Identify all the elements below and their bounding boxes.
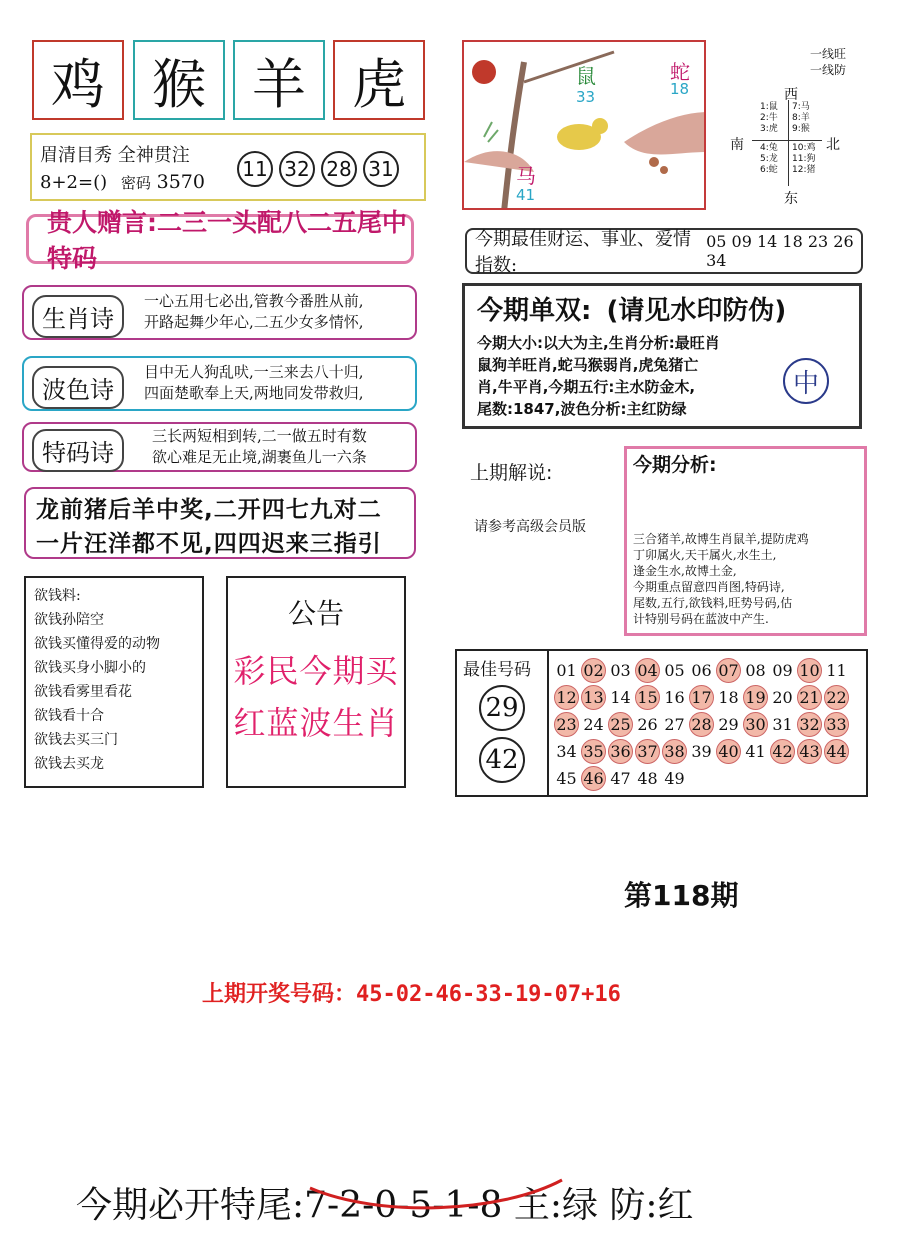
number-cell: 33 <box>824 712 849 737</box>
number-cell: 46 <box>581 766 606 791</box>
zodiac-char: 羊 <box>252 52 306 116</box>
number-cell: 27 <box>664 714 685 734</box>
number-cell: 31 <box>772 714 793 734</box>
number-cell: 16 <box>664 687 685 707</box>
number-cell: 35 <box>581 739 606 764</box>
number-cell: 14 <box>610 687 631 707</box>
poem-line: 四面楚歌奉上天,两地同发带救归, <box>144 384 364 402</box>
zodiac-scene <box>462 40 706 210</box>
compass-item: 2:牛 <box>760 113 778 123</box>
number-cell: 24 <box>583 714 604 734</box>
money-title: 欲钱料: <box>34 588 81 604</box>
analysis-line: 今期重点留意四肖图,特码诗, <box>633 580 785 594</box>
best-picks <box>457 651 549 795</box>
money-item: 欲钱看雾里看花 <box>34 684 132 700</box>
number-cell: 34 <box>556 741 577 761</box>
number-cell: 44 <box>824 739 849 764</box>
riddle-circles <box>237 151 405 187</box>
compass-west: 西 <box>784 87 798 103</box>
compass-item: 5:龙 <box>760 154 778 164</box>
number-cell: 09 <box>772 660 793 680</box>
circle-number: 28 <box>321 151 357 187</box>
notice-box <box>226 576 406 788</box>
zodiac-char: 虎 <box>352 52 406 116</box>
circle-number: 11 <box>237 151 273 187</box>
luck-index <box>465 228 863 274</box>
number-cell: 19 <box>743 685 768 710</box>
compass-col1 <box>760 102 778 176</box>
number-cell: 13 <box>581 685 606 710</box>
last-explain-title: 上期解说: <box>470 462 553 484</box>
analysis-line: 三合猪羊,故博生肖鼠羊,提防虎鸡 <box>633 532 809 546</box>
number-cell: 28 <box>689 712 714 737</box>
big-poem <box>24 487 416 559</box>
number-cell: 02 <box>581 658 606 683</box>
notice-line: 彩民今期买 <box>233 652 399 690</box>
special-poem-label: 特码诗 <box>32 429 124 472</box>
last-draw-numbers: 上期开奖号码：45-02-46-33-19-07+16 <box>202 982 621 1007</box>
scene-number-horse: 41 <box>516 186 536 204</box>
number-cell: 25 <box>608 712 633 737</box>
sd-line: 肖,牛平肖,今期五行:主水防金木, <box>477 378 696 396</box>
compass-item: 11:狗 <box>792 154 816 164</box>
poem-line: 欲心难足无止境,湖裹鱼儿一六条 <box>152 448 367 466</box>
number-cell: 05 <box>664 660 685 680</box>
number-cell: 30 <box>743 712 768 737</box>
number-cell: 43 <box>797 739 822 764</box>
number-cell: 26 <box>637 714 658 734</box>
color-poem-label: 波色诗 <box>32 366 124 409</box>
number-cell: 49 <box>664 768 685 788</box>
riddle-panel <box>30 133 426 201</box>
color-poem <box>22 356 417 411</box>
sd-line: 尾数:1847,波色分析:主红防绿 <box>477 400 687 418</box>
color-poem-text <box>144 362 364 404</box>
number-cell: 10 <box>797 658 822 683</box>
number-cell: 47 <box>610 768 631 788</box>
number-cell: 20 <box>772 687 793 707</box>
compass-item: 12:猪 <box>792 165 816 175</box>
number-cell: 07 <box>716 658 741 683</box>
compass-item: 1:鼠 <box>760 102 778 112</box>
compass-col2 <box>792 102 816 176</box>
footer-strike-curve <box>300 1168 570 1218</box>
single-double-header <box>477 290 786 327</box>
number-cell: 22 <box>824 685 849 710</box>
scene-label-snake: 蛇 <box>670 60 690 84</box>
analysis-line: 逢金生水,故博土金, <box>633 564 737 578</box>
compass-item: 7:马 <box>792 102 810 112</box>
number-cell: 45 <box>556 768 577 788</box>
analysis-line: 丁卯属火,天干属火,水生土, <box>633 548 777 562</box>
number-cell: 29 <box>718 714 739 734</box>
number-cell: 01 <box>556 660 577 680</box>
riddle-line1: 眉清目秀 全神贯注 <box>40 145 190 166</box>
analysis-title: 今期分析: <box>633 454 717 476</box>
special-poem <box>22 422 417 472</box>
number-cell: 03 <box>610 660 631 680</box>
money-item: 欲钱买身小脚小的 <box>34 660 146 676</box>
gift-banner: 贵人赠言:二三一头配八二五尾中特码 <box>26 214 414 264</box>
number-cell: 11 <box>826 660 847 680</box>
number-cell: 36 <box>608 739 633 764</box>
luck-index-label: 今期最佳财运、事业、爱情指数: <box>475 229 691 276</box>
scene-number-snake: 18 <box>670 80 690 98</box>
single-double-box <box>462 283 862 429</box>
number-cell: 32 <box>797 712 822 737</box>
scene-label-horse: 马 <box>516 164 536 188</box>
circle-number: 31 <box>363 151 399 187</box>
big-poem-line: 龙前猪后羊中奖,二开四七九对二 <box>36 497 382 523</box>
number-cell: 06 <box>691 660 712 680</box>
zodiac-poem <box>22 285 417 340</box>
number-cell: 39 <box>691 741 712 761</box>
number-cell: 12 <box>554 685 579 710</box>
poem-line: 三长两短相到转,二一做五时有数 <box>152 427 367 445</box>
number-cell: 41 <box>745 741 766 761</box>
compass-north: 北 <box>826 137 840 153</box>
single-double-suffix: (请见水印防伪) <box>606 296 787 326</box>
number-cell: 04 <box>635 658 660 683</box>
money-item: 欲钱看十合 <box>34 708 104 724</box>
compass-south: 南 <box>730 137 744 153</box>
compass-item: 4:兔 <box>760 143 778 153</box>
issue-number: 第118期 <box>624 879 739 912</box>
best-pick: 29 <box>479 685 525 731</box>
number-cell: 15 <box>635 685 660 710</box>
special-poem-text <box>152 426 367 468</box>
legend-line: 一线旺 <box>810 47 847 61</box>
money-item: 欲钱孙陪空 <box>34 612 104 628</box>
money-item: 欲钱去买三门 <box>34 732 118 748</box>
compass-item: 6:蛇 <box>760 165 778 175</box>
number-cell: 21 <box>797 685 822 710</box>
big-poem-line: 一片汪洋都不见,四四迟来三指引 <box>36 531 382 557</box>
zodiac-box-2 <box>133 40 225 120</box>
footer-tail-forecast: 今期必开特尾:7-2-0-5-1-8 主:绿 防:红 <box>76 1185 694 1226</box>
circle-number: 32 <box>279 151 315 187</box>
best-pick: 42 <box>479 737 525 783</box>
notice-line: 红蓝波生肖 <box>233 704 399 742</box>
sd-line: 今期大小:以大为主,生肖分析:最旺肖 <box>477 334 720 352</box>
number-cell: 23 <box>554 712 579 737</box>
analysis-body <box>633 531 809 627</box>
zodiac-box-3 <box>233 40 325 120</box>
compass-item: 3:虎 <box>760 124 778 134</box>
zodiac-box-4 <box>333 40 425 120</box>
compass-east: 东 <box>784 191 798 207</box>
number-cell: 42 <box>770 739 795 764</box>
compass-legend <box>810 46 846 78</box>
poem-line: 一心五用七必出,管教今番胜从前, <box>144 292 364 310</box>
single-double-title: 今期单双: <box>477 296 592 326</box>
notice-title: 公告 <box>287 597 344 630</box>
luck-index-numbers: 05 09 14 18 23 26 34 <box>706 232 854 270</box>
best-numbers <box>455 649 868 797</box>
number-grid <box>553 657 865 792</box>
watermark-stamp: 中 <box>783 358 829 404</box>
compass <box>722 40 872 210</box>
zodiac-poem-text <box>144 291 364 333</box>
number-cell: 40 <box>716 739 741 764</box>
riddle-formula: 8+2=() <box>40 172 108 193</box>
legend-line: 一线防 <box>810 63 847 77</box>
number-cell: 37 <box>635 739 660 764</box>
money-riddles <box>24 576 204 788</box>
compass-vline <box>788 100 789 186</box>
zodiac-box-1 <box>32 40 124 120</box>
password-label: 密码 <box>120 174 151 192</box>
analysis-line: 计特别号码在蓝波中产生. <box>633 612 769 626</box>
compass-item: 8:羊 <box>792 113 810 123</box>
analysis-line: 尾数,五行,欲钱料,旺势号码,估 <box>633 596 793 610</box>
number-cell: 18 <box>718 687 739 707</box>
analysis-box <box>624 446 867 636</box>
zodiac-char: 鸡 <box>51 52 105 116</box>
riddle-line2 <box>40 171 205 193</box>
best-title: 最佳号码 <box>463 660 531 680</box>
zodiac-poem-label: 生肖诗 <box>32 295 124 338</box>
zodiac-char: 猴 <box>152 52 206 116</box>
compass-item: 9:猴 <box>792 124 810 134</box>
money-item: 欲钱买懂得爱的动物 <box>34 636 160 652</box>
number-cell: 48 <box>637 768 658 788</box>
number-cell: 17 <box>689 685 714 710</box>
money-item: 欲钱去买龙 <box>34 756 104 772</box>
poem-line: 目中无人狗乱吠,一三来去八十归, <box>144 363 364 381</box>
sd-line: 鼠狗羊旺肖,蛇马猴弱肖,虎兔猪亡 <box>477 356 699 374</box>
poem-line: 开路起舞少年心,二五少女多情怀, <box>144 313 364 331</box>
compass-item: 10:鸡 <box>792 143 816 153</box>
last-explain-body: 请参考高级会员版 <box>474 519 586 535</box>
scene-number-rat: 33 <box>576 88 596 106</box>
number-cell: 08 <box>745 660 766 680</box>
number-cell: 38 <box>662 739 687 764</box>
scene-label-rat: 鼠 <box>576 64 596 88</box>
password-value: 3570 <box>156 171 205 193</box>
